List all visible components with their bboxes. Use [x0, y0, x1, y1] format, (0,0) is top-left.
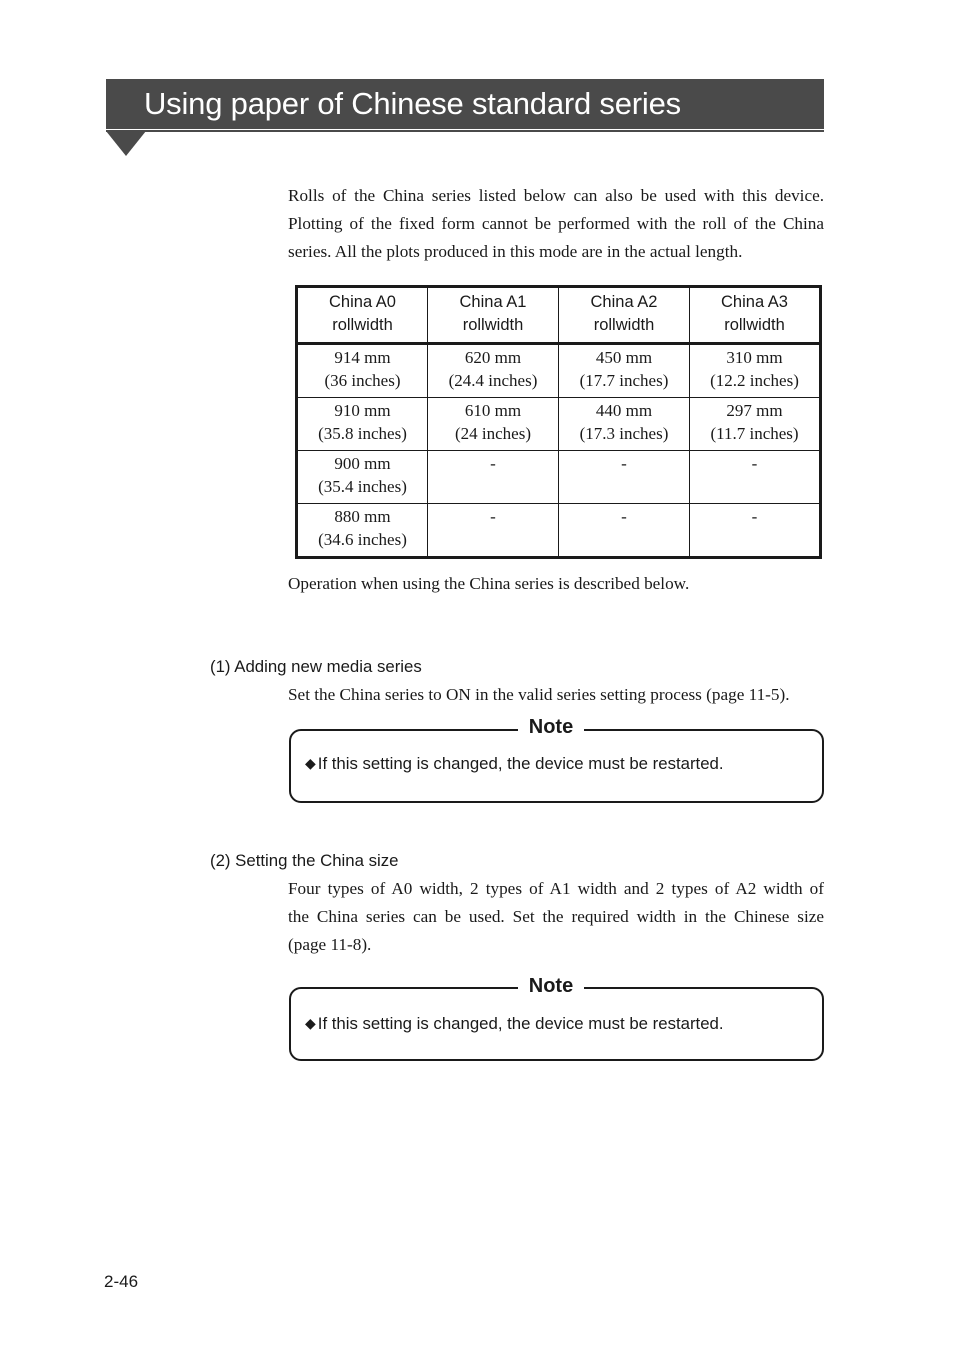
column-header: China A3 rollwidth [690, 287, 821, 344]
note-text: ◆ If this setting is changed, the device must be restarted. [305, 754, 724, 773]
section-heading-china-size: (2) Setting the China size [210, 851, 399, 870]
intro-line: Rolls of the China series listed below can also be used with this device. [288, 186, 824, 205]
section1-text: Set the China series to ON in the valid series setting process (page 11-5). [288, 685, 790, 704]
table-row [297, 344, 821, 398]
table-header-row [297, 287, 821, 344]
table-cell: - [559, 504, 690, 558]
china-roll-width-table [295, 285, 822, 559]
page-title: Using paper of Chinese standard series [144, 86, 681, 121]
table-cell: 610 mm (24 inches) [428, 398, 559, 451]
note-text: ◆ If this setting is changed, the device must be restarted. [305, 1014, 724, 1033]
table-row [297, 451, 821, 504]
table-row [297, 398, 821, 451]
table-cell: - [428, 451, 559, 504]
table-cell: - [559, 451, 690, 504]
page-number: 2-46 [104, 1272, 139, 1291]
column-header: China A2 rollwidth [559, 287, 690, 344]
section-heading-adding-media: (1) Adding new media series [210, 657, 422, 676]
table-cell: 880 mm (34.6 inches) [297, 504, 428, 558]
title-tab-marker [106, 131, 146, 156]
intro-paragraph [288, 182, 824, 266]
table-cell: 310 mm (12.2 inches) [690, 344, 821, 398]
diamond-bullet-icon: ◆ [305, 755, 316, 771]
table-row [297, 504, 821, 558]
column-header: China A1 rollwidth [428, 287, 559, 344]
table-cell: 450 mm (17.7 inches) [559, 344, 690, 398]
table-cell: - [428, 504, 559, 558]
table-cell: - [690, 451, 821, 504]
column-header: China A0 rollwidth [297, 287, 428, 344]
table-cell: 914 mm (36 inches) [297, 344, 428, 398]
section2-text: Four types of A0 width, 2 types of A1 width and 2 types of A2 width of the China series can be used. Set the required width in the Chinese size (page 11-8). [288, 879, 824, 954]
title-underline [106, 130, 824, 132]
note-label: Note [518, 715, 584, 739]
table-cell: 297 mm (11.7 inches) [690, 398, 821, 451]
operation-text: Operation when using the China series is described below. [288, 574, 690, 593]
diamond-bullet-icon: ◆ [305, 1015, 316, 1031]
table-cell: 900 mm (35.4 inches) [297, 451, 428, 504]
table-cell: 910 mm (35.8 inches) [297, 398, 428, 451]
intro-line: series. All the plots produced in this mode are in the actual length. [288, 242, 743, 261]
note-label: Note [518, 974, 584, 998]
table-cell: 440 mm (17.3 inches) [559, 398, 690, 451]
table-cell: 620 mm (24.4 inches) [428, 344, 559, 398]
intro-line: Plotting of the fixed form cannot be performed with the roll of the China [288, 214, 824, 233]
table-cell: - [690, 504, 821, 558]
